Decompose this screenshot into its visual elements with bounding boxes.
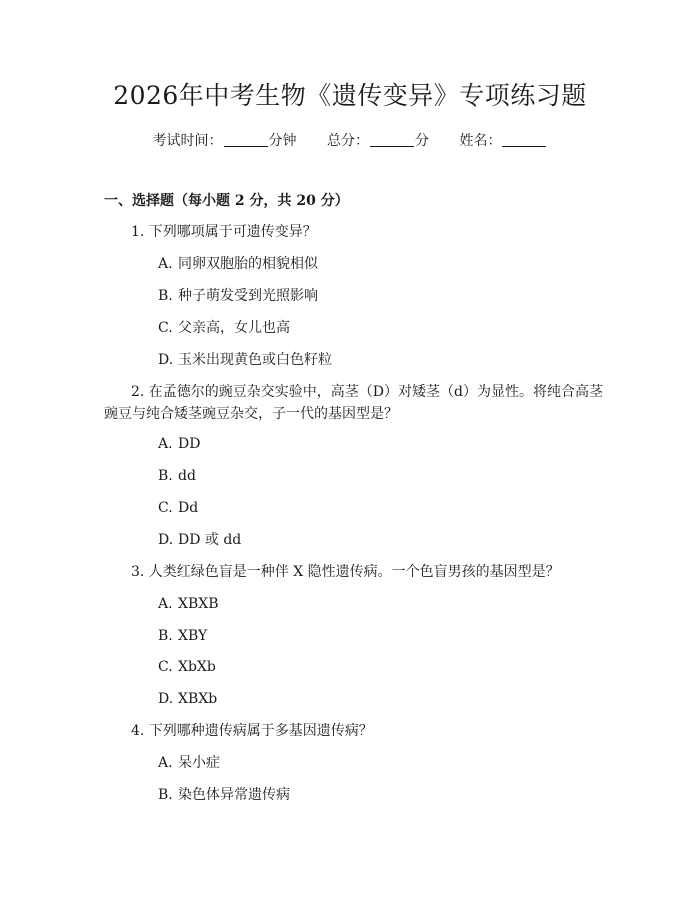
section-heading: 一、选择题（每小题 2 分，共 20 分） <box>104 193 349 209</box>
option-letter: A. <box>158 256 173 272</box>
time-label: 考试时间： <box>152 133 223 149</box>
option-text: XbXb <box>178 659 216 675</box>
exam-time <box>153 131 297 151</box>
option-text: XBXB <box>178 596 219 612</box>
time-blank[interactable] <box>224 132 268 147</box>
option-4a[interactable] <box>158 753 220 773</box>
option-text: DD 或 dd <box>178 532 242 548</box>
option-3a[interactable] <box>158 594 219 614</box>
option-letter: A. <box>158 596 173 612</box>
option-letter: D. <box>158 532 174 548</box>
option-letter: B. <box>158 468 173 484</box>
option-letter: B. <box>158 787 173 803</box>
option-letter: A. <box>158 755 173 771</box>
question-3: 3. 人类红绿色盲是一种伴 X 隐性遗传病。一个色盲男孩的基因型是？ <box>131 564 560 580</box>
option-text: 玉米出现黄色或白色籽粒 <box>178 352 332 368</box>
option-2c[interactable] <box>158 498 198 518</box>
time-unit: 分钟 <box>268 133 297 149</box>
option-3c[interactable] <box>158 657 216 677</box>
option-text: dd <box>178 468 196 484</box>
option-text: 种子萌发受到光照影响 <box>178 288 318 304</box>
score-label: 总分： <box>327 133 369 149</box>
option-letter: B. <box>158 288 173 304</box>
option-letter: C. <box>158 320 173 336</box>
option-3b[interactable] <box>158 626 207 646</box>
option-1c[interactable] <box>158 318 290 338</box>
option-letter: C. <box>158 500 173 516</box>
question-1: 1. 下列哪项属于可遗传变异？ <box>131 224 317 240</box>
option-letter: D. <box>158 691 174 707</box>
option-letter: C. <box>158 659 173 675</box>
question-2-continued: 豌豆与纯合矮茎豌豆杂交，子一代的基因型是？ <box>104 406 398 422</box>
option-text: XBY <box>178 628 208 644</box>
option-text: 同卵双胞胎的相貌相似 <box>178 256 318 272</box>
question-2: 2. 在孟德尔的豌豆杂交实验中，高茎（D）对矮茎（d）为显性。将纯合高茎 <box>131 384 603 400</box>
page-title: 2026年中考生物《遗传变异》专项练习题 <box>113 81 587 110</box>
option-2b[interactable] <box>158 466 196 486</box>
option-text: 呆小症 <box>178 755 220 771</box>
option-text: DD <box>178 436 201 452</box>
name-blank[interactable] <box>502 132 546 147</box>
option-4b[interactable] <box>158 785 290 805</box>
score-blank[interactable] <box>370 132 414 147</box>
option-text: Dd <box>178 500 199 516</box>
exam-meta <box>0 131 700 151</box>
option-letter: D. <box>158 352 174 368</box>
option-text: 父亲高，女儿也高 <box>178 320 290 336</box>
option-letter: A. <box>158 436 173 452</box>
option-2d[interactable] <box>158 530 241 550</box>
option-1d[interactable] <box>158 350 332 370</box>
question-4: 4. 下列哪种遗传病属于多基因遗传病？ <box>131 723 373 739</box>
total-score <box>327 131 429 151</box>
name-label: 姓名： <box>459 133 502 149</box>
option-letter: B. <box>158 628 173 644</box>
option-text: 染色体异常遗传病 <box>178 787 290 803</box>
score-unit: 分 <box>415 133 429 149</box>
option-1b[interactable] <box>158 286 318 306</box>
student-name <box>459 131 547 151</box>
option-1a[interactable] <box>158 254 318 274</box>
option-2a[interactable] <box>158 434 200 454</box>
option-3d[interactable] <box>158 689 217 709</box>
option-text: XBXb <box>178 691 218 707</box>
